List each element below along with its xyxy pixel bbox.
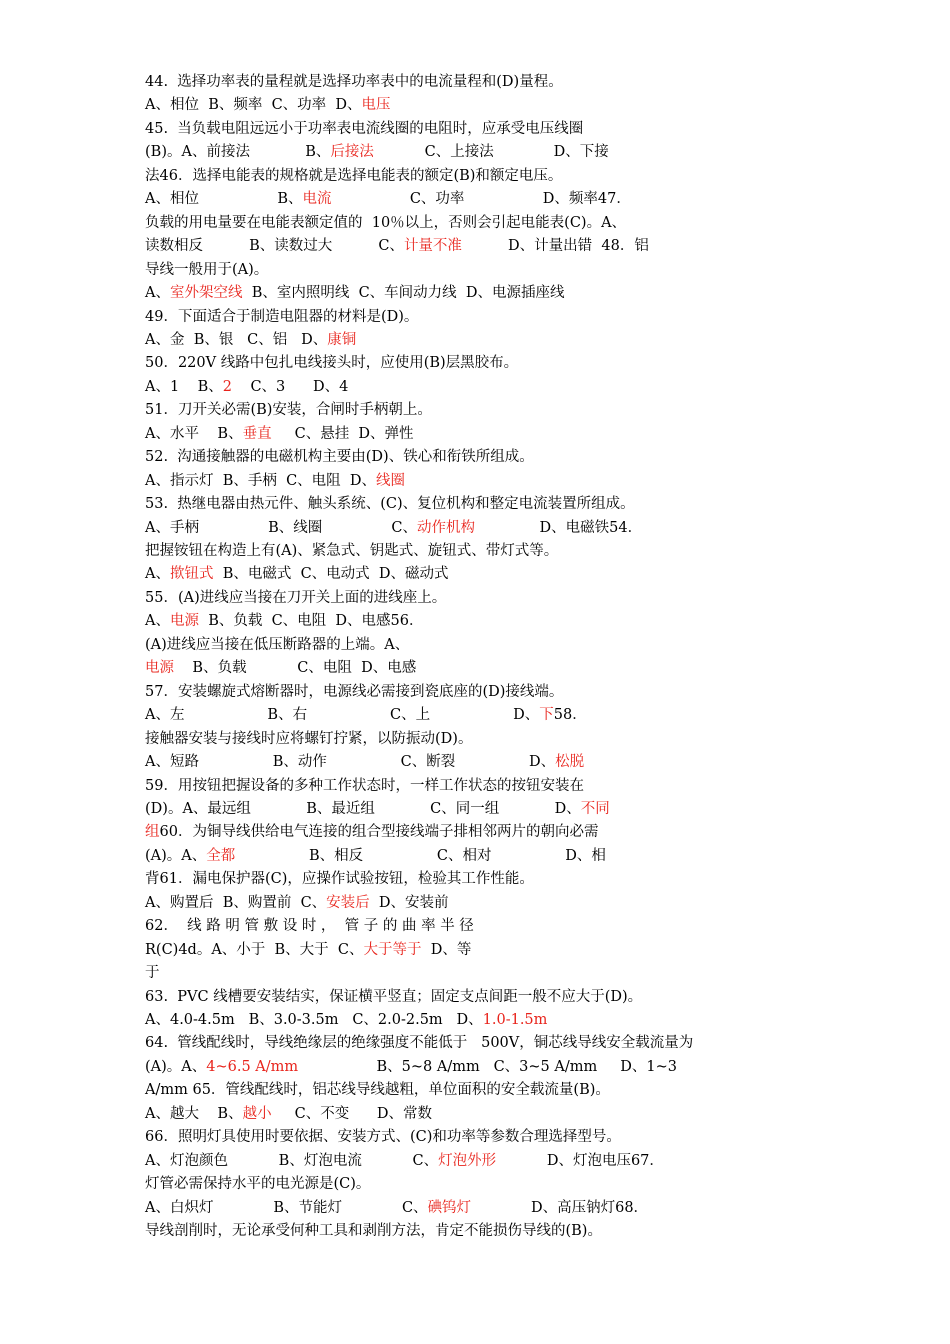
- answer-text: 线圈: [376, 472, 406, 489]
- question-text: 读数相反 B、读数过大 C、: [145, 238, 404, 255]
- question-text: 灯管必需保持水平的电光源是(C)。: [145, 1176, 371, 1193]
- question-text: 把握铵钮在构造上有(A)、紧急式、钥匙式、旋钮式、带灯式等。: [145, 543, 559, 559]
- question-text: (A)。A、: [145, 1058, 207, 1075]
- answer-text: 灯泡外形: [438, 1152, 497, 1169]
- text-line: [145, 541, 558, 561]
- answer-text: 大于等于: [363, 941, 422, 958]
- text-line: [145, 963, 160, 983]
- answer-text: 松脱: [555, 754, 585, 771]
- question-text: 于: [145, 965, 160, 982]
- text-line: [145, 330, 356, 350]
- question-text: 49．下面适合于制造电阻器的材料是(D)。: [145, 308, 419, 325]
- text-line: [145, 95, 391, 115]
- text-line: [145, 1151, 664, 1171]
- text-line: [145, 1080, 610, 1100]
- answer-text: 电源: [145, 660, 174, 677]
- text-line: [145, 471, 405, 491]
- question-text: A、手柄 B、线圈 C、: [145, 519, 417, 536]
- answer-text: 全都: [206, 847, 236, 864]
- text-line: [145, 1033, 693, 1053]
- answer-text: 2: [222, 378, 233, 395]
- question-text: 负载的用电量要在电能表额定值的 10％以上，否则会引起电能表(C)。A、: [145, 214, 627, 231]
- answer-text: 越小: [242, 1105, 272, 1122]
- question-text: 51．刀开关必需(B)安装，合闸时手柄朝上。: [145, 402, 432, 419]
- text-line: [145, 1198, 648, 1218]
- question-text: 59．用按钮把握设备的多种工作状态时，一样工作状态的按钮安装在: [145, 777, 584, 794]
- text-line: [145, 611, 423, 631]
- question-text: 66．照明灯具使用时要依据、安装方式、(C)和功率等参数合理选择型号。: [145, 1129, 621, 1146]
- text-line: [145, 893, 449, 913]
- question-text: C、不变 D、常数: [271, 1105, 432, 1122]
- question-text: B、室内照明线 C、车间动力线 D、电源插座线: [242, 285, 565, 302]
- question-text: A、1 B、: [145, 378, 223, 395]
- question-text: 导线一般用于(A)。: [145, 261, 269, 278]
- text-line: [145, 400, 432, 420]
- text-line: [145, 635, 409, 655]
- answer-text: 碘钨灯: [427, 1199, 472, 1216]
- question-text: (A)。A、: [145, 847, 207, 864]
- question-text: 57．安装螺旋式熔断器时，电源线必需接到瓷底座的(D)接线端。: [145, 683, 564, 700]
- answer-text: 康铜: [327, 331, 357, 348]
- text-line: [145, 846, 606, 866]
- text-line: [145, 1127, 621, 1147]
- answer-text: 不同: [580, 800, 610, 817]
- question-text: 背61．漏电保护器(C)，应操作试验按钮，检验其工作性能。: [145, 871, 534, 888]
- answer-text: 组: [145, 824, 160, 841]
- answer-text: 下: [539, 707, 554, 724]
- answer-text: 揿钮式: [169, 566, 214, 583]
- question-text: A、白炽灯 B、节能灯 C、: [145, 1199, 428, 1216]
- text-line: [145, 518, 642, 538]
- answer-text: 1.0-1.5m: [482, 1012, 548, 1028]
- question-text: D、灯泡电压67．: [496, 1152, 664, 1169]
- answer-text: 计量不准: [403, 238, 462, 255]
- answer-text: 动作机构: [417, 519, 475, 536]
- text-line: [145, 260, 268, 280]
- question-text: 53. 热继电器由热元件、触头系统、(C)、复位机构和整定电流装置所组成。: [145, 496, 635, 513]
- question-text: B、电磁式 C、电动式 D、磁动式: [213, 566, 449, 583]
- text-line: [145, 799, 610, 819]
- question-text: A、金 B、银 C、铝 D、: [145, 331, 328, 348]
- text-line: [145, 658, 416, 678]
- question-text: B、相反 C、相对 D、相: [235, 847, 606, 864]
- answer-text: 电压: [361, 97, 391, 114]
- question-text: A、短路 B、动作 C、断裂 D、: [145, 754, 556, 771]
- question-text: A/mm 65．管线配线时，铝芯线导线越粗，单位面积的安全载流量(B)。: [145, 1082, 610, 1099]
- question-text: D、安装前: [369, 894, 449, 911]
- text-line: [145, 940, 471, 960]
- text-line: [145, 447, 534, 467]
- text-line: [145, 705, 587, 725]
- text-line: [145, 213, 626, 233]
- text-line: [145, 189, 631, 209]
- question-text: D、电磁铁54．: [475, 519, 643, 536]
- text-line: [145, 564, 449, 584]
- question-text: 52. 沟通接触器的电磁机构主要由(D)、铁心和衔铁所组成。: [145, 449, 534, 466]
- text-line: [145, 1221, 602, 1241]
- question-text: R(C)4d。A、小于 B、大于 C、: [145, 941, 364, 958]
- question-text: (B)。A、前接法 B、: [145, 144, 331, 161]
- text-line: [145, 588, 446, 608]
- text-line: [145, 424, 414, 444]
- text-line: [145, 72, 563, 92]
- text-line: [145, 307, 418, 327]
- question-text: A、越大 B、: [145, 1105, 243, 1122]
- text-line: [145, 119, 583, 139]
- question-text: 63. PVC 线槽要安装结实，保证横平竖直；固定支点间距一般不应大于(D)。: [145, 988, 643, 1005]
- question-text: (A)进线应当接在低压断路器的上端。A、: [145, 636, 410, 653]
- question-text: 导线剖削时，无论承受何种工具和剥削方法，肯定不能损伤导线的(B)。: [145, 1223, 602, 1240]
- question-text: 62． 线 路 明 管 敷 设 时 ， 管 子 的 曲 率 半 径: [145, 918, 474, 935]
- text-line: [145, 353, 518, 373]
- question-text: A、水平 B、: [145, 425, 243, 442]
- text-line: [145, 916, 474, 936]
- question-text: D、等: [421, 941, 472, 958]
- question-text: A、指示灯 B、手柄 C、电阻 D、: [145, 472, 377, 489]
- question-text: A、购置后 B、购置前 C、: [145, 894, 327, 911]
- text-line: [145, 1104, 432, 1124]
- question-text: 接触器安装与接线时应将螺钉拧紧，以防振动(D)。: [145, 730, 473, 747]
- question-text: B、负载 C、电阻 D、电感: [174, 660, 417, 677]
- text-line: [145, 752, 584, 772]
- question-text: 64. 管线配线时，导线绝缘层的绝缘强度不能低于 500V，铜芯线导线安全载流量为: [145, 1035, 694, 1052]
- text-line: [145, 1174, 370, 1194]
- question-text: D、计量出错 48．铝: [461, 238, 649, 255]
- text-line: [145, 1010, 547, 1030]
- question-text: D、高压钠灯68．: [471, 1199, 649, 1216]
- question-text: A、: [145, 566, 170, 583]
- question-text: A、相位 B、: [145, 191, 303, 208]
- question-text: 50．220V 线路中包扎电线接头时，应使用(B)层黑胶布。: [145, 355, 519, 372]
- text-line: [145, 776, 584, 796]
- text-line: [145, 682, 563, 702]
- question-text: (D)。A、最远组 B、最近组 C、同一组 D、: [145, 800, 581, 817]
- text-line: [145, 822, 598, 842]
- answer-text: 安装后: [326, 894, 370, 911]
- answer-text: 垂直: [242, 425, 272, 442]
- text-line: [145, 1057, 677, 1077]
- answer-text: 电流: [302, 191, 332, 208]
- answer-text: 电源: [169, 613, 199, 630]
- question-text: C、悬挂 D、弹性: [271, 425, 414, 442]
- text-line: [145, 494, 635, 514]
- answer-text: 室外架空线: [169, 285, 243, 302]
- question-text: A、: [145, 285, 170, 302]
- question-text: A、相位 B、频率 C、功率 D、: [145, 97, 362, 114]
- text-line: [145, 283, 565, 303]
- answer-text: 后接法: [330, 144, 374, 161]
- question-text: 58．: [553, 707, 587, 724]
- question-text: 法46．选择电能表的规格就是选择电能表的额定(B)和额定电压。: [145, 167, 563, 184]
- text-line: [145, 987, 642, 1007]
- text-line: [145, 869, 534, 889]
- question-text: A、左 B、右 C、上 D、: [145, 707, 540, 724]
- text-line: [145, 236, 649, 256]
- question-text: A、灯泡颜色 B、灯泡电流 C、: [145, 1152, 439, 1169]
- question-text: A、4.0-4.5m B、3.0-3.5m C、2.0-2.5m D、: [145, 1012, 483, 1028]
- text-line: [145, 377, 348, 397]
- question-text: 55．(A)进线应当接在刀开关上面的进线座上。: [145, 589, 447, 606]
- question-text: A、: [145, 613, 170, 630]
- question-text: C、上接法 D、下接: [373, 144, 609, 161]
- text-line: [145, 142, 609, 162]
- question-text: C、功率 D、频率47．: [331, 191, 631, 208]
- question-text: 60．为铜导线供给电气连接的组合型接线端子排相邻两片的朝向必需: [159, 824, 599, 841]
- text-line: [145, 166, 562, 186]
- question-text: B、负载 C、电阻 D、电感56．: [198, 613, 424, 630]
- answer-text: 4~6.5 A/mm: [206, 1058, 299, 1075]
- question-text: 45. 当负载电阻远远小于功率表电流线圈的电阻时，应承受电压线圈: [145, 120, 584, 137]
- text-line: [145, 729, 472, 749]
- question-text: C、3 D、4: [232, 378, 349, 395]
- question-text: 44. 选择功率表的量程就是选择功率表中的电流量程和(D)量程。: [145, 74, 563, 90]
- question-text: B、5~8 A/mm C、3~5 A/mm D、1~3: [298, 1058, 678, 1075]
